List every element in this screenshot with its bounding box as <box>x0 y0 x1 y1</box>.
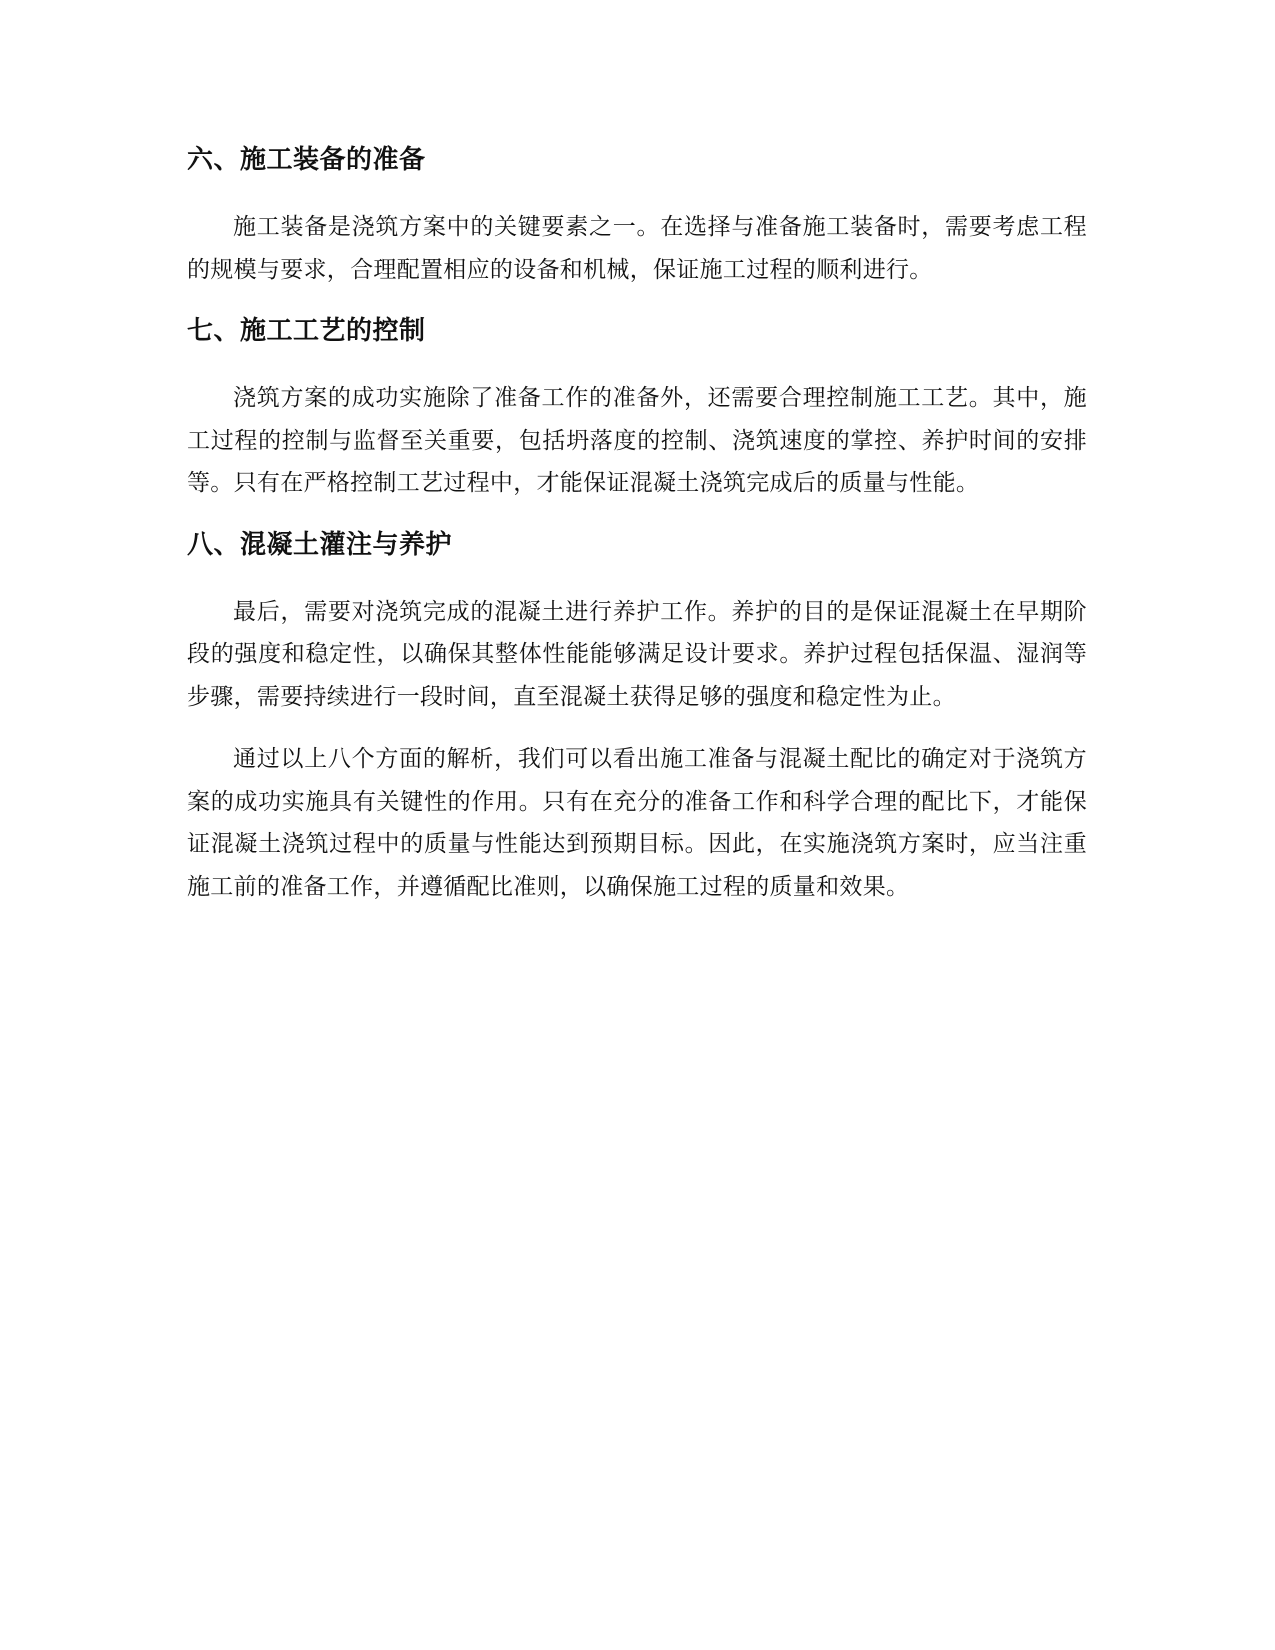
section-heading-equipment: 六、施工装备的准备 <box>187 145 426 175</box>
section-paragraph-process-control: 浇筑方案的成功实施除了准备工作的准备外，还需要合理控制施工工艺。其中，施工过程的控制与监督至关重要，包括坍落度的控制、浇筑速度的掌控、养护时间的安排等。只有在严格控制工艺过程中，才能保证混凝土浇筑完成后的质量与性能。 <box>187 385 1087 496</box>
conclusion-paragraph: 通过以上八个方面的解析，我们可以看出施工准备与混凝土配比的确定对于浇筑方案的成功实施具有关键性的作用。只有在充分的准备工作和科学合理的配比下，才能保证混凝土浇筑过程中的质量与性能达到预期目标。因此，在实施浇筑方案时，应当注重施工前的准备工作，并遵循配比准则，以确保施工过程的质量和效果。 <box>187 746 1087 900</box>
document-page <box>187 140 1087 908</box>
section-paragraph-equipment: 施工装备是浇筑方案中的关键要素之一。在选择与准备施工装备时，需要考虑工程的规模与要求，合理配置相应的设备和机械，保证施工过程的顺利进行。 <box>187 214 1087 283</box>
section-heading-process-control: 七、施工工艺的控制 <box>187 316 426 346</box>
section-heading-pouring-curing: 八、混凝土灌注与养护 <box>187 529 453 560</box>
section-paragraph-pouring-curing: 最后，需要对浇筑完成的混凝土进行养护工作。养护的目的是保证混凝土在早期阶段的强度和稳定性，以确保其整体性能能够满足设计要求。养护过程包括保温、湿润等步骤，需要持续进行一段时间，直至混凝土获得足够的强度和稳定性为止。 <box>187 598 1087 710</box>
